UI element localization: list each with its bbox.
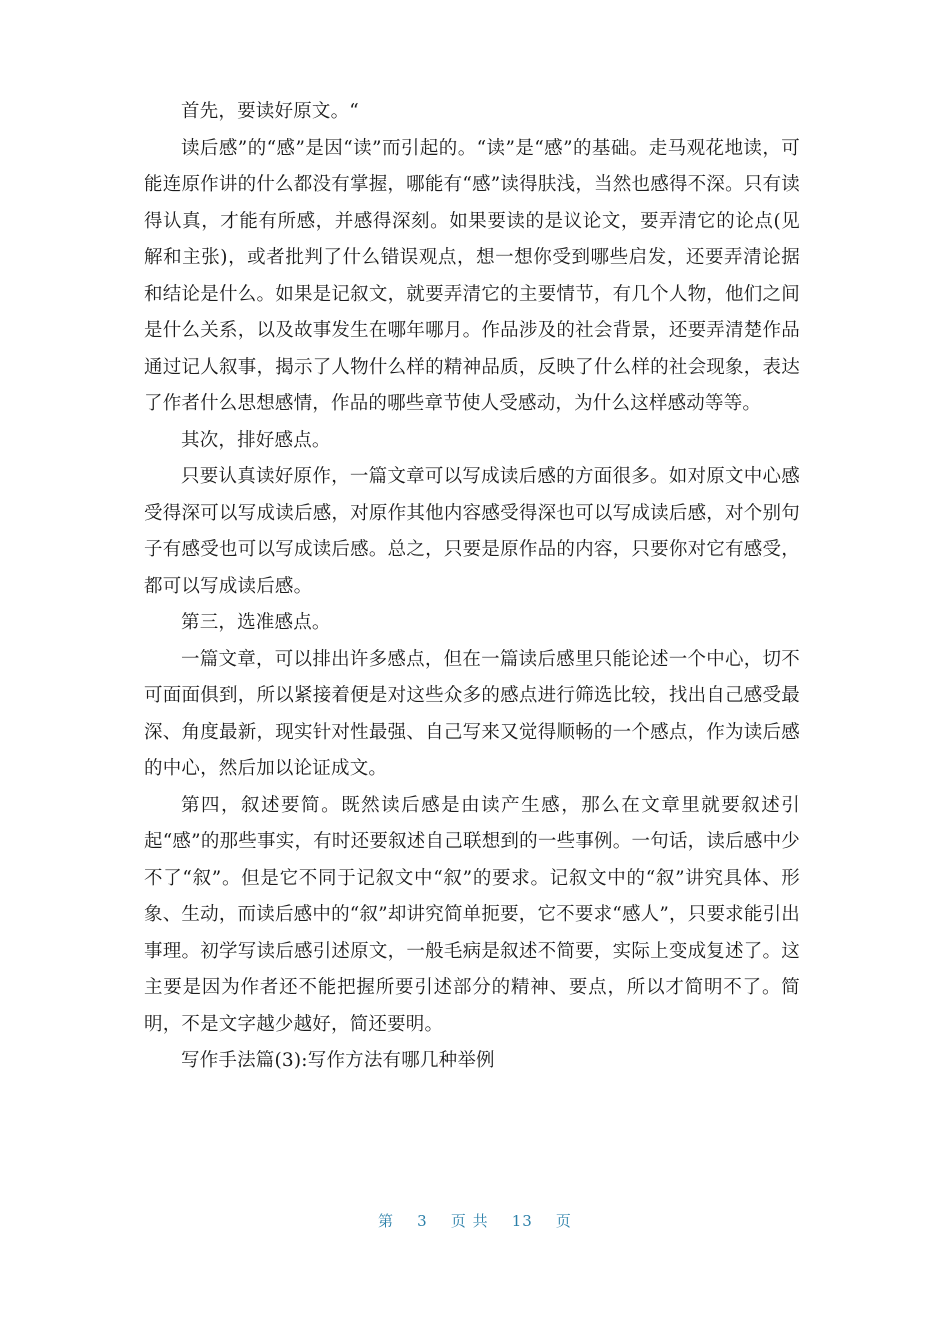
paragraph-section-title: 写作手法篇(3):写作方法有哪几种举例 [181,1050,495,1071]
paragraph-read-original: 读后感”的“感”是因“读”而引起的。“读”是“感”的基础。走马观花地读，可能连原作讲的什么都没有掌握，哪能有“感”读得肤浅，当然也感得不深。只有读得认真，才能有所感，并感得深刻。如果要读的是议论文，要弄清它的论点(见解和主张)，或者批判了什么错误观点，想一想你受到哪些启发，还要弄清论据和结论是什么。如果是记叙文，就要弄清它的主要情节，有几个人物，他们之间是什么关系，以及故事发生在哪年哪月。作品涉及的社会背景，还要弄清楚作品通过记人叙事，揭示了人物什么样的精神品质，反映了什么样的社会现象，表达了作者什么思想感情，作品的哪些章节使人受感动，为什么这样感动等等。 [144,137,800,414]
page-footer [0,1210,950,1231]
footer-total-pages: 13 [511,1212,533,1230]
paragraph-second-heading: 其次，排好感点。 [181,429,331,451]
footer-prefix: 第 [378,1212,395,1230]
paragraph-arrange-points: 只要认真读好原作，一篇文章可以写成读后感的方面很多。如对原文中心感受得深可以写成读后感，对原作其他内容感受得深也可以写成读后感，对个别句子有感受也可以写成读后感。总之，只要是原作品的内容，只要你对它有感受，都可以写成读后感。 [144,466,800,597]
footer-current-page: 3 [417,1212,428,1230]
footer-middle: 页 共 [450,1212,489,1230]
document-body [144,94,800,1080]
footer-suffix: 页 [555,1212,572,1230]
paragraph-select-point: 一篇文章，可以排出许多感点，但在一篇读后感里只能论述一个中心，切不可面面俱到，所以紧接着便是对这些众多的感点进行筛选比较，找出自己感受最深、角度最新，现实针对性最强、自己写来又觉得顺畅的一个感点，作为读后感的中心，然后加以论证成文。 [144,648,800,779]
paragraph-fourth-narration: 第四，叙述要简。既然读后感是由读产生感，那么在文章里就要叙述引起“感”的那些事实，有时还要叙述自己联想到的一些事例。一句话，读后感中少不了“叙”。但是它不同于记叙文中“叙”的要求。记叙文中的“叙”讲究具体、形象、生动，而读后感中的“叙”却讲究简单扼要，它不要求“感人”，只要求能引出事理。初学写读后感引述原文，一般毛病是叙述不简要，实际上变成复述了。这主要是因为作者还不能把握所要引述部分的精神、要点，所以才简明不了。简明，不是文字越少越好，简还要明。 [144,794,800,1035]
paragraph-third-heading: 第三，选准感点。 [181,612,331,633]
paragraph-intro: 首先，要读好原文。“ [181,101,359,122]
